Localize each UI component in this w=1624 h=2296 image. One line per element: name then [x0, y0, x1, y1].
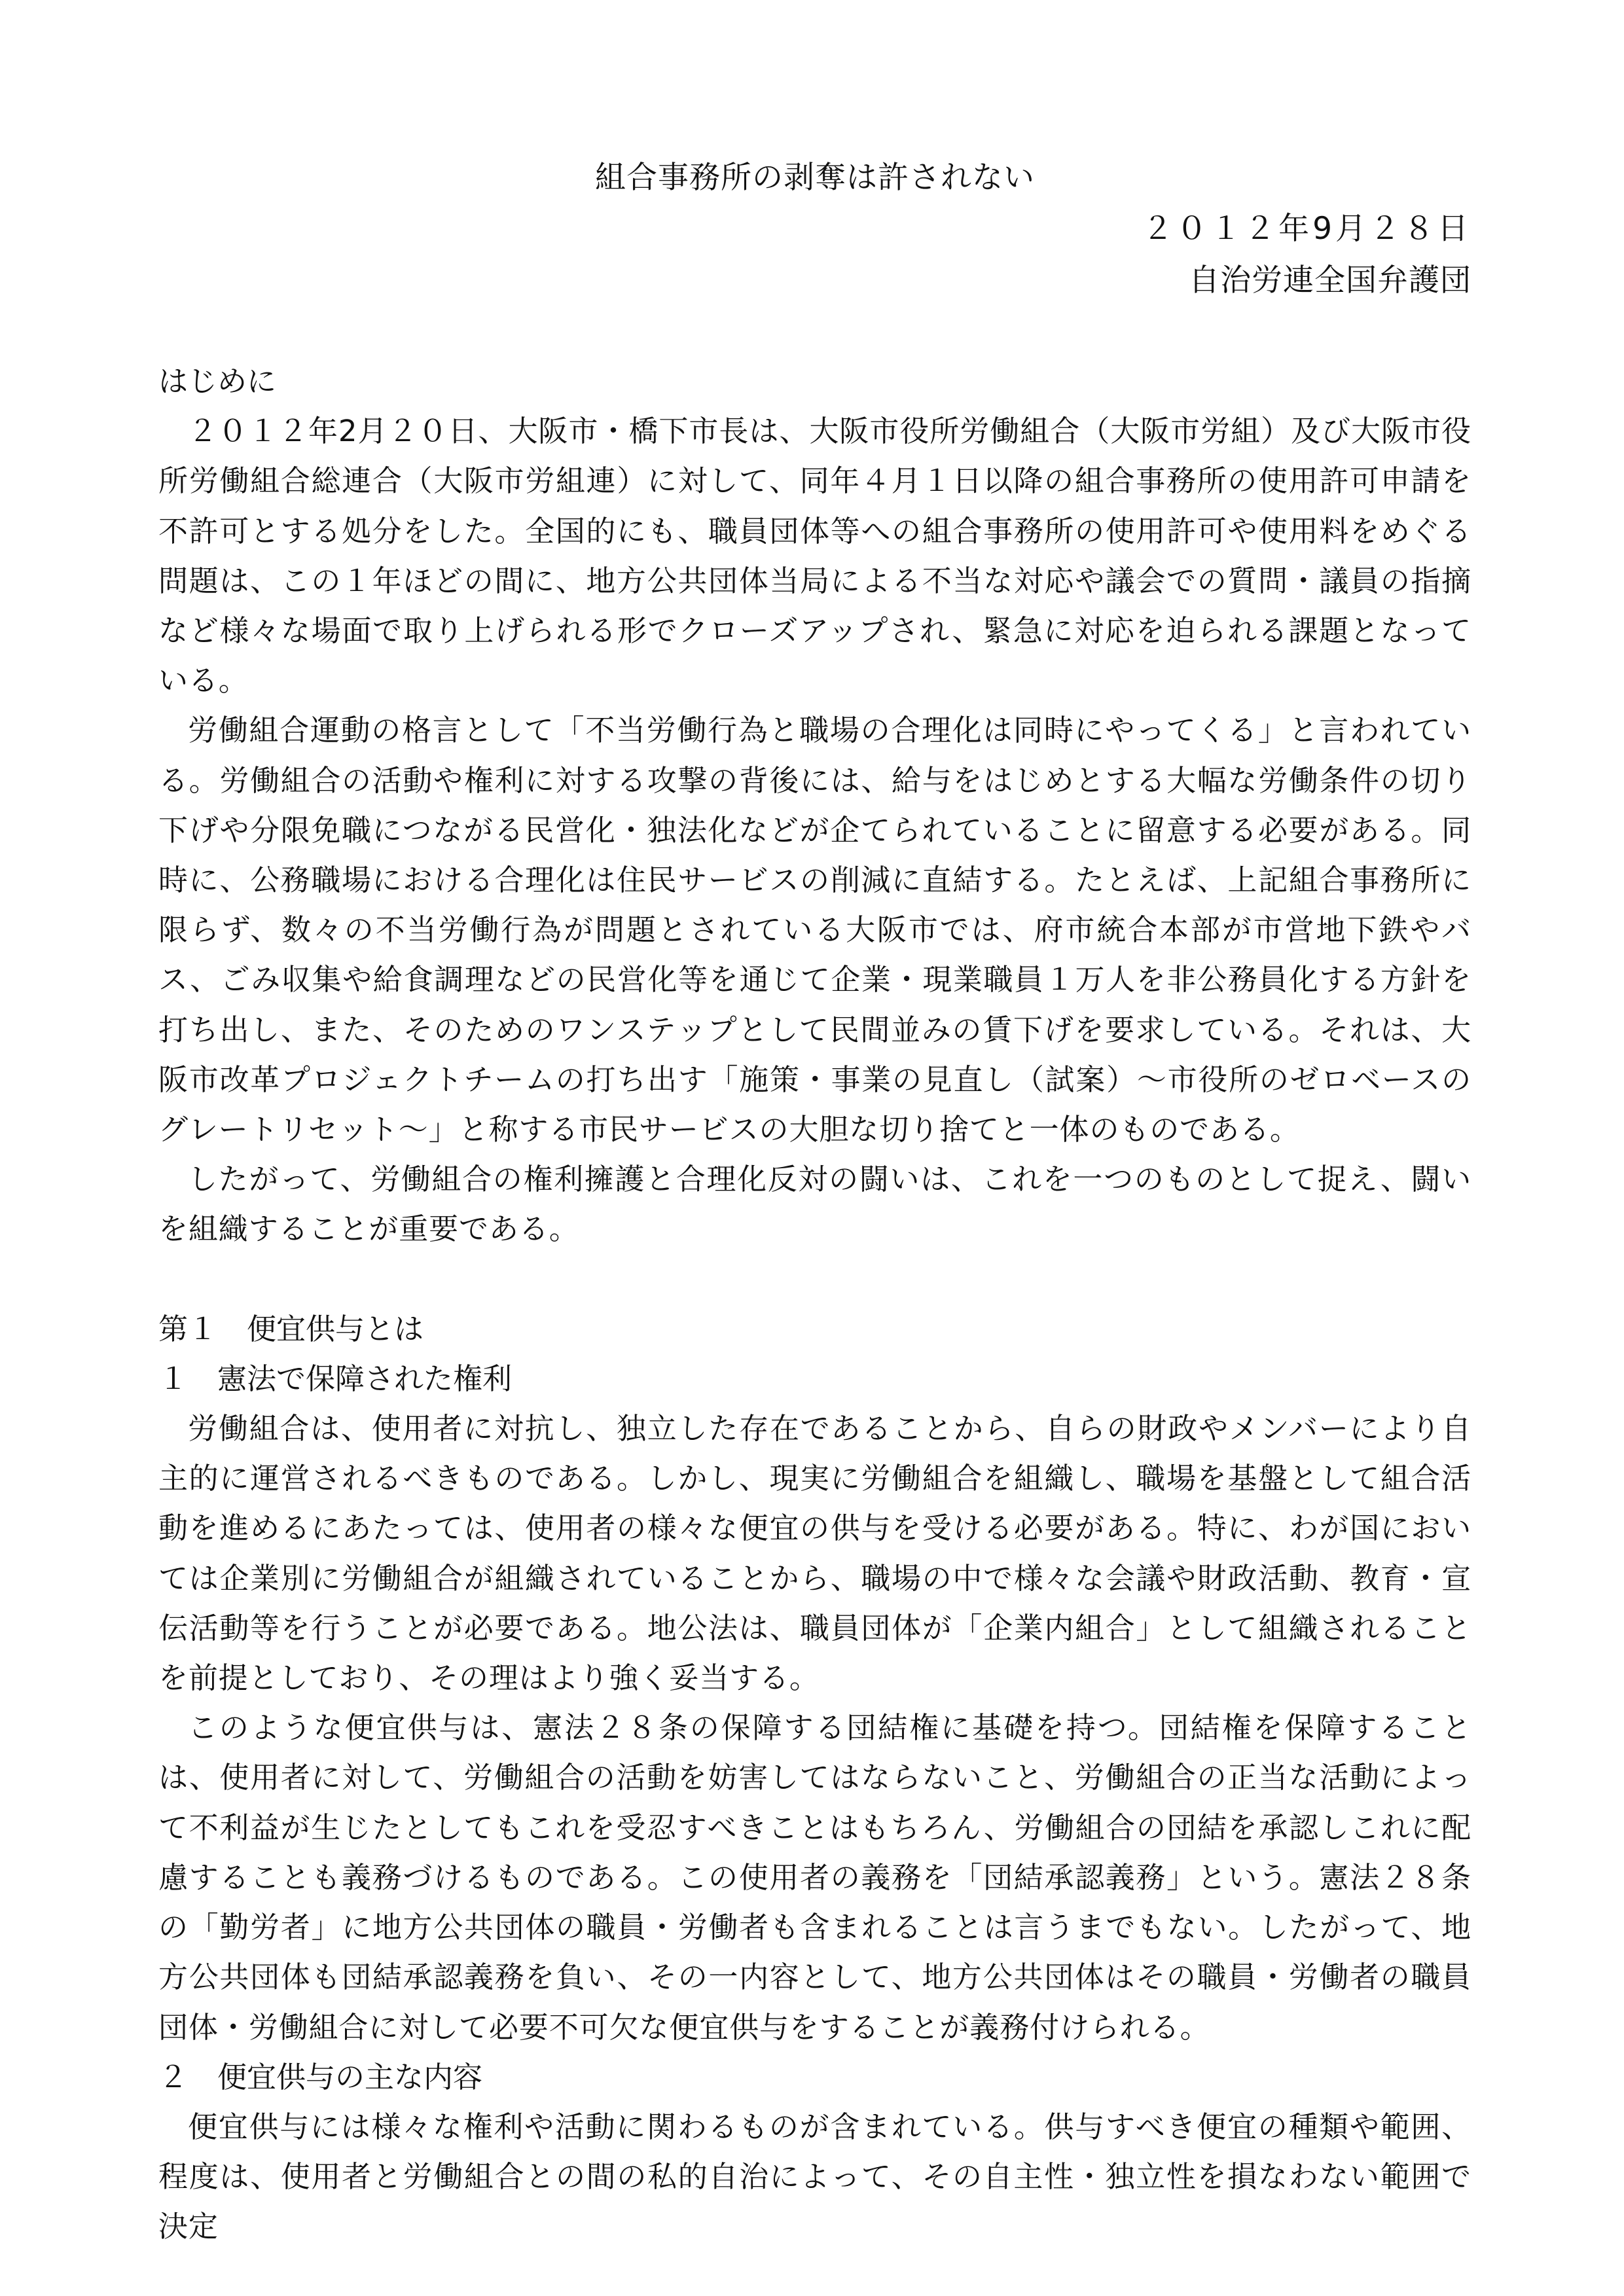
- section-spacer: [158, 1255, 1471, 1304]
- subsection-2-paragraph: 便宜供与には様々な権利や活動に関わるものが含まれている。供与すべき便宜の種類や範囲、程度は、使用者と労働組合との間の私的自治によって、その自主性・独立性を損なわない範囲で決定: [158, 2109, 1471, 2244]
- section-1-heading: 第１ 便宜供与とは: [158, 1311, 424, 1346]
- subsection-1-paragraph: 労働組合は、使用者に対抗し、独立した存在であることから、自らの財政やメンバーにより自主的に運営されるべきものである。しかし、現実に労働組合を組織し、職場を基盤として組合活動を進めるにあたっては、使用者の様々な便宜の供与を受ける必要がある。特に、わが国においては企業別に労働組合が組織されていることから、職場の中で様々な会議や財政活動、教育・宣伝活動等を行うことが必要である。地公法は、職員団体が「企業内組合」として組織されることを前提としており、その理はより強く妥当する。: [158, 1411, 1472, 1696]
- subsection-1-paragraph: このような便宜供与は、憲法２８条の保障する団結権に基礎を持つ。団結権を保障することは、使用者に対して、労働組合の活動を妨害してはならないこと、労働組合の正当な活動によって不利益が生じたとしてもこれを受忍すべきことはもちろん、労働組合の団結を承認しこれに配慮することも義務づけるものである。この使用者の義務を「団結承認義務」という。憲法２８条の「勤労者」に地方公共団体の職員・労働者も含まれることは言うまでもない。したがって、地方公共団体も団結承認義務を負い、その一内容として、地方公共団体はその職員・労働者の職員団体・労働組合に対して必要不可欠な便宜供与をすることが義務付けられる。: [158, 1710, 1471, 2045]
- document-title: 組合事務所の剥奪は許されない: [595, 160, 1035, 196]
- document-body: [158, 357, 1471, 2252]
- subsection-2-heading: ２ 便宜供与の主な内容: [158, 2059, 483, 2094]
- subsection-1-heading: １ 憲法で保障された権利: [158, 1361, 513, 1396]
- document-organization: 自治労連全国弁護団: [1189, 262, 1471, 298]
- intro-paragraph: 労働組合運動の格言として「不当労働行為と職場の合理化は同時にやってくる」と言われている。労働組合の活動や権利に対する攻撃の背後には、給与をはじめとする大幅な労働条件の切り下げや分限免職につながる民営化・独法化などが企てられていることに留意する必要がある。同時に、公務職場における合理化は住民サービスの削減に直結する。たとえば、上記組合事務所に限らず、数々の不当労働行為が問題とされている大阪市では、府市統合本部が市営地下鉄やバス、ごみ収集や給食調理などの民営化等を通じて企業・現業職員１万人を非公務員化する方針を打ち出し、また、そのためのワンステップとして民間並みの賃下げを要求している。それは、大阪市改革プロジェクトチームの打ち出す「施策・事業の見直し（試案）～市役所のゼロベースのグレートリセット～」と称する市民サービスの大胆な切り捨てと一体のものである。: [158, 713, 1471, 1147]
- intro-paragraph: したがって、労働組合の権利擁護と合理化反対の闘いは、これを一つのものとして捉え、闘いを組織することが重要である。: [158, 1162, 1471, 1247]
- document-date: ２０１２年9月２８日: [1142, 211, 1471, 247]
- intro-heading: はじめに: [158, 364, 277, 399]
- intro-paragraph: ２０１２年2月２０日、大阪市・橋下市長は、大阪市役所労働組合（大阪市労組）及び大阪市役所労働組合総連合（大阪市労組連）に対して、同年４月１日以降の組合事務所の使用許可申請を不許可とする処分をした。全国的にも、職員団体等への組合事務所の使用許可や使用料をめぐる問題は、この１年ほどの間に、地方公共団体当局による不当な対応や議会での質問・議員の指摘など様々な場面で取り上げられる形でクローズアップされ、緊急に対応を迫られる課題となっている。: [158, 414, 1471, 698]
